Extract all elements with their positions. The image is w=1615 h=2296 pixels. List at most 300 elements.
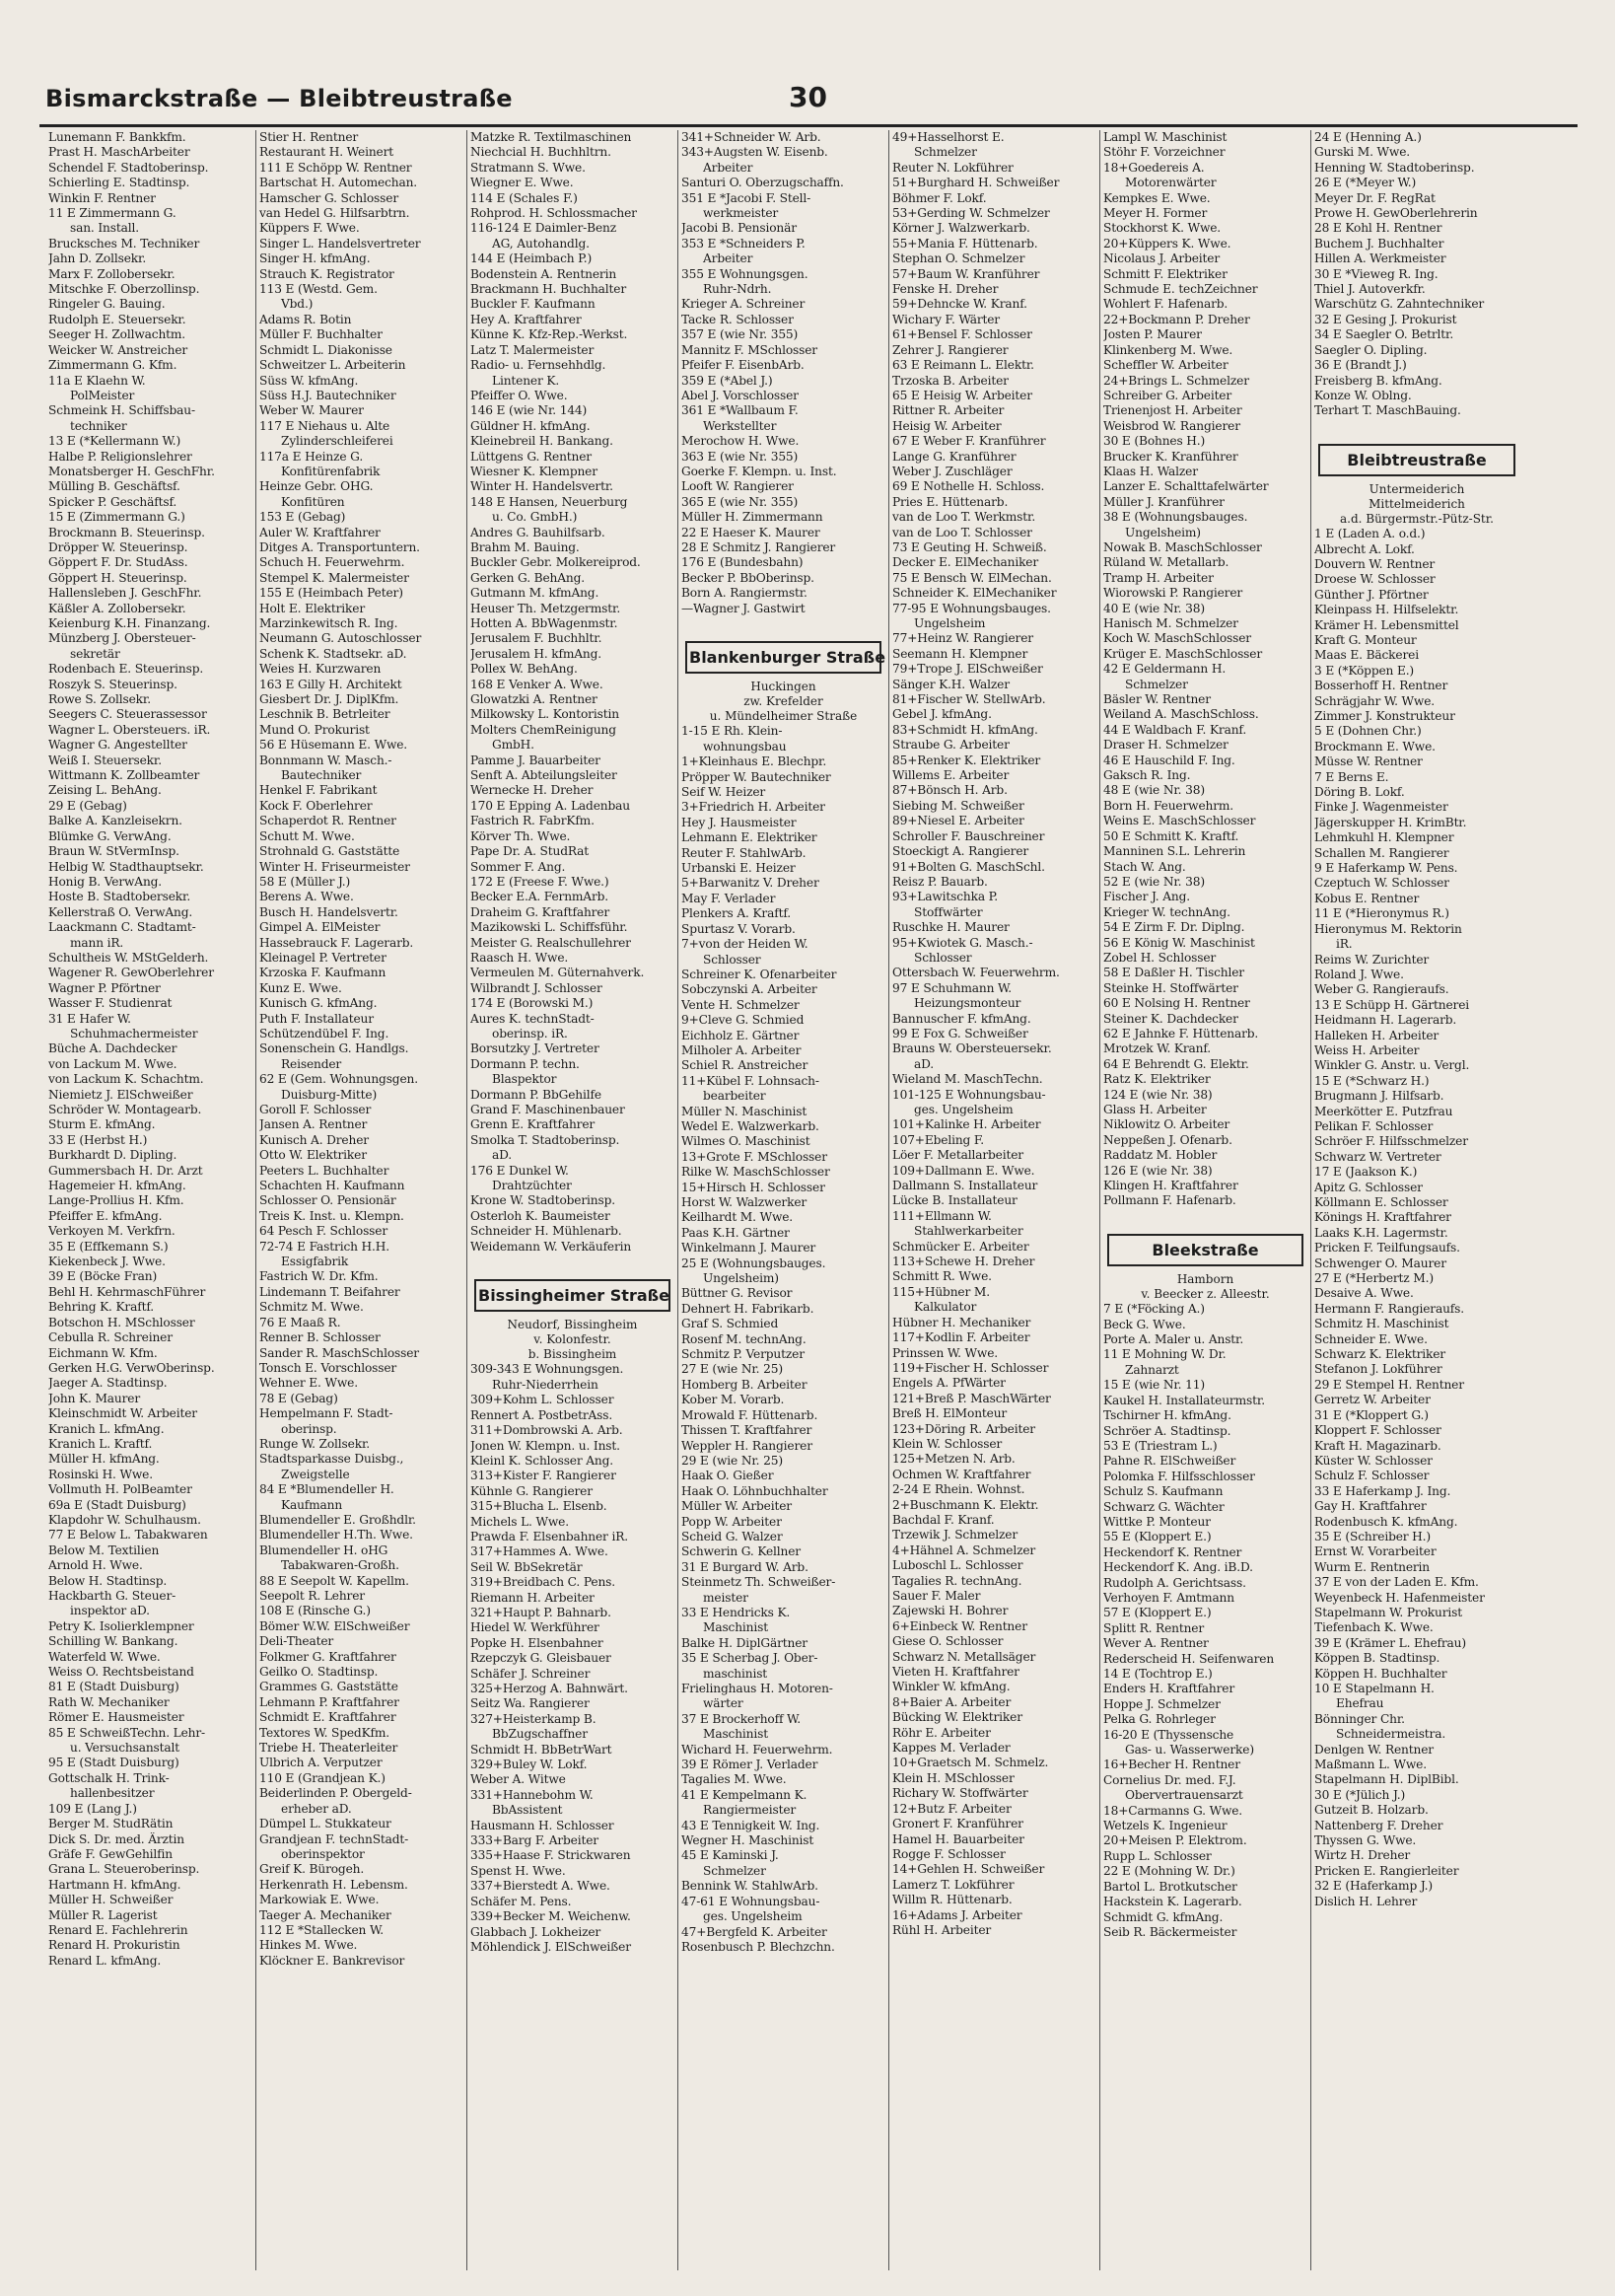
resident-entry: 15+Hirsch H. Schlosser: [681, 1180, 825, 1194]
resident-entry: Stapelmann H. DiplBibl.: [1314, 1772, 1459, 1787]
resident-entry: Scheid G. Walzer: [681, 1529, 783, 1543]
resident-entry: Glass H. Arbeiter: [1103, 1103, 1207, 1116]
resident-entry: Kraft H. Magazinarb.: [1314, 1438, 1441, 1453]
resident-entry: Weber J. Zuschläger: [892, 464, 1013, 478]
resident-entry: Kober M. Vorarb.: [681, 1393, 785, 1407]
entry-continuation: Heizungsmonteur: [914, 996, 1021, 1011]
resident-entry: 84 E *Blumendeller H.: [259, 1482, 394, 1497]
resident-entry: Kappes M. Verlader: [892, 1741, 1011, 1756]
resident-entry: Tagalies R. technAng.: [892, 1573, 1022, 1588]
resident-entry: Burkhardt D. Dipling.: [48, 1148, 177, 1163]
entry-continuation: Gas- u. Wasserwerke): [1125, 1743, 1254, 1758]
resident-entry: Schwarz N. Metallsäger: [892, 1649, 1036, 1664]
resident-entry: Stempel K. Malermeister: [259, 570, 409, 585]
resident-entry: Kaukel H. Installateurmstr.: [1103, 1393, 1265, 1407]
resident-entry: Schreiner K. Ofenarbeiter: [681, 967, 837, 981]
resident-entry: Schwarz K. Elektriker: [1314, 1347, 1445, 1362]
resident-entry: 55 E (Kloppert E.): [1103, 1530, 1212, 1544]
resident-entry: 317+Hammes A. Wwe.: [470, 1544, 608, 1559]
resident-entry: Lanzer E. Schalttafelwärter: [1103, 479, 1269, 494]
resident-entry: Taeger A. Mechaniker: [259, 1907, 391, 1922]
resident-entry: Sturm E. kfmAng.: [48, 1117, 156, 1132]
resident-entry: Schiel R. Anstreicher: [681, 1058, 808, 1073]
street-subheading: u. Mündelheimer Straße: [709, 709, 858, 724]
resident-entry: Folkmer G. Kraftfahrer: [259, 1649, 396, 1664]
resident-entry: Below H. Stadtinsp.: [48, 1573, 168, 1588]
resident-entry: 116-124 E Daimler-Benz: [470, 221, 616, 236]
resident-entry: Wiorowski P. Rangierer: [1103, 586, 1243, 601]
resident-entry: Latz T. Malermeister: [470, 342, 595, 357]
resident-entry: Schierling E. Stadtinsp.: [48, 176, 190, 190]
resident-entry: Verkoyen M. Verkfrn.: [48, 1224, 176, 1239]
resident-entry: Pamme J. Bauarbeiter: [470, 753, 600, 767]
resident-entry: Draser H. Schmelzer: [1103, 738, 1229, 753]
resident-entry: 13+Grote F. MSchlosser: [681, 1149, 827, 1164]
resident-entry: Schneider K. ElMechaniker: [892, 586, 1057, 601]
resident-entry: Rogge F. Schlosser: [892, 1846, 1006, 1861]
entry-continuation: Konfitürenfabrik: [281, 464, 381, 478]
resident-entry: Stöhr F. Vorzeichner: [1103, 145, 1226, 160]
resident-entry: Dehnert H. Fabrikarb.: [681, 1301, 814, 1316]
resident-entry: Nattenberg F. Dreher: [1314, 1818, 1443, 1832]
directory-column: [467, 130, 678, 2270]
resident-entry: 99 E Fox G. Schweißer: [892, 1026, 1028, 1040]
resident-entry: Gurski M. Wwe.: [1314, 145, 1410, 160]
resident-entry: Krzoska F. Kaufmann: [259, 966, 386, 980]
resident-entry: 16+Becher H. Rentner: [1103, 1758, 1240, 1772]
resident-entry: Schwarz W. Vertreter: [1314, 1149, 1441, 1164]
street-subheading: Untermeiderich: [1369, 482, 1465, 497]
entry-continuation: oberinsp.: [281, 1421, 337, 1436]
resident-entry: von Lackum M. Wwe.: [48, 1056, 177, 1071]
resident-entry: Heckendorf K. Rentner: [1103, 1544, 1242, 1559]
resident-entry: Heuser Th. Metzgermstr.: [470, 601, 621, 615]
resident-entry: Schenk K. Stadtsekr. aD.: [259, 646, 407, 661]
resident-entry: Schachten H. Kaufmann: [259, 1179, 405, 1193]
entry-continuation: Ehefrau: [1336, 1696, 1384, 1711]
resident-entry: Pelka G. Rohrleger: [1103, 1712, 1216, 1727]
resident-entry: 121+Breß P. MaschWärter: [892, 1391, 1051, 1405]
entry-continuation: wohnungsbau: [703, 739, 787, 753]
entry-continuation: Ruhr-Ndrh.: [703, 282, 772, 297]
entry-continuation: meister: [703, 1590, 748, 1605]
resident-entry: Buckler F. Kaufmann: [470, 297, 596, 312]
resident-entry: 37 E Brockerhoff W.: [681, 1711, 802, 1726]
street-heading: Blankenburger Straße: [685, 641, 881, 674]
resident-entry: Bonnmann W. Masch.-: [259, 753, 392, 767]
resident-entry: Terhart T. MaschBauing.: [1314, 403, 1461, 418]
resident-entry: Schmitz M. Wwe.: [259, 1300, 364, 1315]
resident-entry: Dümpel L. Stukkateur: [259, 1817, 391, 1831]
resident-entry: Müller F. Buchhalter: [259, 327, 383, 342]
resident-entry: Pelikan F. Schlosser: [1314, 1118, 1434, 1133]
resident-entry: Rudolph A. Gerichtsass.: [1103, 1575, 1246, 1590]
resident-entry: Jansen A. Rentner: [259, 1117, 368, 1132]
resident-entry: Weppler H. Rangierer: [681, 1438, 812, 1453]
resident-entry: 153 E (Gebag): [259, 510, 346, 525]
resident-entry: Albrecht A. Lokf.: [1314, 541, 1415, 556]
resident-entry: Scheffler W. Arbeiter: [1103, 358, 1229, 373]
resident-entry: Rowe S. Zollsekr.: [48, 692, 151, 707]
resident-entry: Zimmer J. Konstrukteur: [1314, 709, 1455, 723]
resident-entry: 46 E Hauschild F. Ing.: [1103, 753, 1235, 767]
resident-entry: Lehmann E. Elektriker: [681, 830, 817, 845]
resident-entry: Splitt R. Rentner: [1103, 1620, 1205, 1635]
resident-entry: Winkler G. Anstr. u. Vergl.: [1314, 1058, 1470, 1073]
resident-entry: Rühl H. Arbeiter: [892, 1922, 992, 1937]
resident-entry: Schmeink H. Schiffsbau-: [48, 403, 195, 418]
resident-entry: Plenkers A. Kraftf.: [681, 906, 791, 921]
resident-entry: Müller H. kfmAng.: [48, 1452, 160, 1467]
resident-entry: 76 E Maaß R.: [259, 1315, 341, 1329]
resident-entry: Münzberg J. Obersteuer-: [48, 631, 196, 646]
resident-entry: 351 E *Jacobi F. Stell-: [681, 190, 811, 205]
resident-entry: Schulz F. Schlosser: [1314, 1469, 1430, 1483]
resident-entry: Reisz P. Bauarb.: [892, 874, 988, 889]
resident-entry: 40 E (wie Nr. 38): [1103, 601, 1205, 615]
resident-entry: Brockmann E. Wwe.: [1314, 739, 1436, 753]
resident-entry: Glabbach J. Lokheizer: [470, 1924, 601, 1939]
resident-entry: Borsutzky J. Vertreter: [470, 1041, 599, 1056]
resident-entry: 38 E (Wohnungsbauges.: [1103, 510, 1248, 525]
resident-entry: Bönninger Chr.: [1314, 1711, 1405, 1726]
resident-entry: Born A. Rangiermstr.: [681, 586, 808, 601]
resident-entry: Pollex W. BehAng.: [470, 662, 578, 677]
entry-continuation: Motorenwärter: [1125, 176, 1217, 190]
resident-entry: Greif K. Bürogeh.: [259, 1862, 365, 1877]
resident-entry: Milkowsky L. Kontoristin: [470, 707, 619, 722]
resident-entry: Deli-Theater: [259, 1634, 334, 1649]
resident-entry: Behl H. KehrmaschFührer: [48, 1284, 206, 1299]
entry-continuation: Arbeiter: [703, 160, 753, 175]
resident-entry: Jerusalem F. Buchhltr.: [470, 631, 602, 646]
resident-entry: Riemann H. Arbeiter: [470, 1590, 595, 1605]
resident-entry: 155 E (Heimbach Peter): [259, 586, 403, 601]
resident-entry: Vieten H. Kraftfahrer: [892, 1665, 1019, 1680]
resident-entry: Kunisch A. Dreher: [259, 1132, 369, 1147]
resident-entry: Klinkenberg M. Wwe.: [1103, 342, 1233, 357]
resident-entry: Wever A. Rentner: [1103, 1636, 1209, 1651]
resident-entry: Horst W. Walzwerker: [681, 1195, 808, 1209]
resident-entry: Enders H. Kraftfahrer: [1103, 1682, 1235, 1696]
resident-entry: Luboschl L. Schlosser: [892, 1558, 1023, 1573]
resident-entry: 87+Bönsch H. Arb.: [892, 783, 1008, 798]
resident-entry: 126 E (wie Nr. 38): [1103, 1163, 1213, 1178]
resident-entry: Brackmann H. Buchhalter: [470, 282, 627, 297]
resident-entry: 1 E (Laden A. o.d.): [1314, 527, 1426, 541]
resident-entry: Hartmann H. kfmAng.: [48, 1877, 181, 1892]
resident-entry: Puth F. Installateur: [259, 1011, 374, 1026]
resident-entry: Gay H. Kraftfahrer: [1314, 1499, 1427, 1514]
resident-entry: Kleinpass H. Hilfselektr.: [1314, 603, 1459, 617]
resident-entry: Auler W. Kraftfahrer: [259, 525, 381, 539]
resident-entry: Weicker W. Anstreicher: [48, 342, 188, 357]
resident-entry: 39 E (Böcke Fran): [48, 1269, 158, 1284]
resident-entry: Apitz G. Schlosser: [1314, 1180, 1423, 1194]
resident-entry: 33 E (Herbst H.): [48, 1132, 148, 1147]
resident-entry: 59+Dehncke W. Kranf.: [892, 297, 1027, 312]
entry-continuation: BbAssistent: [492, 1803, 563, 1818]
resident-entry: Pfeifer F. EisenbArb.: [681, 358, 805, 373]
resident-entry: 37 E von der Laden E. Kfm.: [1314, 1575, 1479, 1590]
resident-entry: Paas K.H. Gärtner: [681, 1225, 790, 1240]
resident-entry: Döring B. Lokf.: [1314, 785, 1405, 800]
resident-entry: Treis K. Inst. u. Klempn.: [259, 1208, 404, 1223]
resident-entry: Wichary F. Wärter: [892, 312, 1000, 326]
resident-entry: 45 E Kaminski J.: [681, 1848, 779, 1863]
entry-continuation: Duisburg-Mitte): [281, 1087, 378, 1102]
entry-continuation: sekretär: [70, 646, 120, 661]
resident-entry: 117 E Niehaus u. Alte: [259, 418, 390, 433]
resident-entry: Steinmetz Th. Schweißer-: [681, 1575, 836, 1590]
resident-entry: Klapdohr W. Schulhausm.: [48, 1512, 201, 1527]
resident-entry: 107+Ebeling F.: [892, 1132, 985, 1147]
resident-entry: Jonen W. Klempn. u. Inst.: [470, 1438, 620, 1453]
resident-entry: 85+Renker K. Elektriker: [892, 753, 1041, 767]
resident-entry: Wegner H. Maschinist: [681, 1833, 814, 1848]
resident-entry: Konze W. Oblng.: [1314, 388, 1412, 402]
resident-entry: Trzewik J. Schmelzer: [892, 1528, 1018, 1543]
resident-entry: Weidemann W. Verkäuferin: [470, 1239, 632, 1254]
resident-entry: Bücking W. Elektriker: [892, 1710, 1022, 1725]
resident-entry: Breß H. ElMonteur: [892, 1406, 1008, 1421]
resident-entry: 89+Niesel E. Arbeiter: [892, 814, 1024, 828]
resident-entry: 56 E König W. Maschinist: [1103, 935, 1255, 950]
entry-continuation: mann iR.: [70, 935, 124, 950]
resident-entry: 62 E (Gem. Wohnungsgen.: [259, 1072, 418, 1087]
resident-entry: Czeptuch W. Schlosser: [1314, 876, 1449, 891]
resident-entry: 91+Bolten G. MaschSchl.: [892, 859, 1045, 874]
resident-entry: Lamerz T. Lokführer: [892, 1877, 1015, 1892]
spacer: [470, 1255, 674, 1269]
resident-entry: Rosinski H. Wwe.: [48, 1467, 153, 1481]
resident-entry: Nowak B. MaschSchlosser: [1103, 539, 1262, 554]
resident-entry: Dormann P. BbGehilfe: [470, 1087, 601, 1102]
resident-entry: Müller W. Arbeiter: [681, 1499, 792, 1514]
resident-entry: Trzoska B. Arbeiter: [892, 373, 1009, 388]
resident-entry: Born H. Feuerwehrm.: [1103, 798, 1234, 813]
resident-entry: Trienenjost H. Arbeiter: [1103, 403, 1242, 418]
resident-entry: 146 E (wie Nr. 144): [470, 403, 588, 418]
resident-entry: Schwerin G. Kellner: [681, 1544, 801, 1559]
resident-entry: Stach W. Ang.: [1103, 859, 1186, 874]
resident-entry: Zeising L. BehAng.: [48, 783, 162, 798]
spacer: [1314, 419, 1519, 434]
resident-entry: Schäfer J. Schreiner: [470, 1666, 591, 1681]
entry-continuation: Tabakwaren-Großh.: [281, 1558, 399, 1573]
resident-entry: Rederscheid H. Seifenwaren: [1103, 1651, 1275, 1666]
resident-entry: Prawda F. Elsenbahner iR.: [470, 1529, 628, 1543]
resident-entry: 61+Bensel F. Schlosser: [892, 327, 1032, 342]
resident-entry: Pröpper W. Bautechniker: [681, 769, 831, 784]
resident-entry: Vermeulen M. Güternahverk.: [470, 966, 645, 980]
street-subheading: Mittelmeiderich: [1369, 497, 1465, 512]
entry-continuation: Reisender: [281, 1056, 342, 1071]
resident-entry: Homberg B. Arbeiter: [681, 1377, 808, 1392]
resident-entry: Henning W. Stadtoberinsp.: [1314, 160, 1475, 175]
resident-entry: 20+Meisen P. Elektrom.: [1103, 1833, 1247, 1848]
resident-entry: 109 E (Lang J.): [48, 1801, 137, 1816]
resident-entry: Zimmermann G. Kfm.: [48, 358, 177, 373]
resident-entry: Weyenbeck H. Hafenmeister: [1314, 1590, 1485, 1605]
resident-entry: 26 E (*Meyer W.): [1314, 176, 1417, 190]
resident-entry: Schröer A. Stadtinsp.: [1103, 1423, 1231, 1438]
directory-column: [1311, 130, 1522, 2270]
resident-entry: Geilko O. Stadtinsp.: [259, 1665, 379, 1680]
resident-entry: 81+Fischer W. StellwArb.: [892, 692, 1046, 707]
entry-continuation: Kaufmann: [281, 1497, 343, 1512]
resident-entry: Leschnik B. Betrleiter: [259, 707, 390, 722]
resident-entry: Rilke W. MaschSchlosser: [681, 1165, 830, 1180]
resident-entry: 8+Baier A. Arbeiter: [892, 1694, 1012, 1709]
resident-entry: 27 E (wie Nr. 25): [681, 1362, 783, 1377]
resident-entry: Renner B. Schlosser: [259, 1330, 381, 1345]
resident-entry: Fenske H. Dreher: [892, 282, 999, 297]
directory-column: [45, 130, 256, 2270]
resident-entry: Hamel H. Bauarbeiter: [892, 1831, 1024, 1846]
resident-entry: Niemietz J. ElSchweißer: [48, 1087, 193, 1102]
resident-entry: Graf S. Schmied: [681, 1317, 779, 1331]
entry-continuation: Schmelzer: [1125, 677, 1188, 691]
resident-entry: Mülling B. Geschäftsf.: [48, 479, 180, 494]
resident-entry: Hotten A. BbWagenmstr.: [470, 616, 618, 630]
entry-continuation: u. Versuchsanstalt: [70, 1741, 179, 1756]
resident-entry: Hackbarth G. Steuer-: [48, 1589, 176, 1603]
resident-entry: 30 E (*Jülich J.): [1314, 1787, 1406, 1802]
resident-entry: Bömer W.W. ElSchweißer: [259, 1618, 410, 1633]
resident-entry: 353 E *Schneiders P.: [681, 236, 806, 251]
resident-entry: Bachdal F. Kranf.: [892, 1512, 995, 1527]
resident-entry: Prowe H. GewOberlehrerin: [1314, 206, 1478, 221]
resident-entry: Andres G. Bauhilfsarb.: [470, 525, 605, 539]
resident-entry: Honig B. VerwAng.: [48, 874, 163, 889]
resident-entry: 365 E (wie Nr. 355): [681, 494, 799, 509]
resident-entry: 7 E Berns E.: [1314, 769, 1389, 784]
resident-entry: Röhr E. Arbeiter: [892, 1725, 991, 1740]
resident-entry: Winter H. Friseurmeister: [259, 859, 410, 874]
resident-entry: Decker E. ElMechaniker: [892, 555, 1039, 570]
resident-entry: Köppen B. Stadtinsp.: [1314, 1651, 1440, 1666]
resident-entry: Busch H. Handelsvertr.: [259, 904, 398, 919]
resident-entry: 47-61 E Wohnungsbau-: [681, 1894, 820, 1908]
resident-entry: 22+Bockmann P. Dreher: [1103, 312, 1250, 326]
resident-entry: May F. Verlader: [681, 891, 776, 905]
entry-continuation: Schuhmachermeister: [70, 1026, 198, 1040]
resident-entry: Ernst W. Vorarbeiter: [1314, 1544, 1437, 1559]
resident-entry: Lange G. Kranführer: [892, 449, 1017, 464]
resident-entry: Klöckner E. Bankrevisor: [259, 1953, 405, 1968]
resident-entry: Gräfe F. GewGehilfin: [48, 1846, 173, 1861]
resident-entry: Reuter F. StahlwArb.: [681, 845, 807, 860]
resident-entry: Rodenbusch K. kfmAng.: [1314, 1514, 1458, 1529]
resident-entry: Heisig W. Arbeiter: [892, 418, 1002, 433]
resident-entry: Stratmann S. Wwe.: [470, 160, 586, 175]
resident-entry: 101+Kalinke H. Arbeiter: [892, 1117, 1041, 1132]
resident-entry: Schrägjahr W. Wwe.: [1314, 693, 1435, 708]
resident-entry: 114 E (Schales F.): [470, 190, 578, 205]
street-subheading: v. Kolonfestr.: [533, 1332, 611, 1347]
resident-entry: 50 E Schmitt K. Kraftf.: [1103, 828, 1239, 843]
resident-entry: Singer L. Handelsvertreter: [259, 236, 421, 251]
resident-entry: 64 Pesch F. Schlosser: [259, 1224, 388, 1239]
resident-entry: 58 E Daßler H. Tischler: [1103, 966, 1244, 980]
resident-entry: Schützendübel F. Ing.: [259, 1026, 389, 1040]
resident-entry: Steiner K. Dachdecker: [1103, 1011, 1238, 1026]
entry-continuation: Bautechniker: [281, 768, 362, 783]
resident-entry: 321+Haupt P. Bahnarb.: [470, 1605, 611, 1619]
resident-entry: 311+Dombrowski A. Arb.: [470, 1423, 623, 1438]
page-number: 30: [789, 81, 827, 113]
entry-continuation: oberinsp. iR.: [492, 1026, 568, 1040]
resident-entry: Müller H. Zimmermann: [681, 510, 823, 525]
directory-column: [889, 130, 1100, 2270]
resident-entry: Hey J. Hausmeister: [681, 815, 797, 829]
resident-entry: Gottschalk H. Trink-: [48, 1770, 170, 1785]
resident-entry: Balke H. DiplGärtner: [681, 1635, 808, 1650]
resident-entry: 12+Butz F. Arbeiter: [892, 1801, 1012, 1816]
resident-entry: Schmidt H. BbBetrWart: [470, 1742, 612, 1757]
resident-entry: Krüger E. MaschSchlosser: [1103, 646, 1263, 661]
resident-entry: Tramp H. Arbeiter: [1103, 570, 1214, 585]
resident-entry: Wehner E. Wwe.: [259, 1376, 358, 1391]
resident-entry: Polomka F. Hilfsschlosser: [1103, 1469, 1255, 1483]
resident-entry: 54 E Zirm F. Dr. Diplng.: [1103, 920, 1245, 935]
resident-entry: 35 E Scherbag J. Ober-: [681, 1651, 818, 1666]
resident-entry: Otto W. Elektriker: [259, 1148, 367, 1163]
resident-entry: Küppers F. Wwe.: [259, 221, 360, 236]
resident-entry: Eichmann W. Kfm.: [48, 1345, 158, 1360]
resident-entry: Hallensleben J. GeschFhr.: [48, 586, 202, 601]
entry-continuation: maschinist: [703, 1666, 768, 1681]
resident-entry: 56 E Hüsemann E. Wwe.: [259, 738, 408, 753]
resident-entry: Ulbrich A. Verputzer: [259, 1756, 383, 1770]
resident-entry: Wohlert F. Hafenarb.: [1103, 297, 1229, 312]
resident-entry: Cebulla R. Schreiner: [48, 1330, 173, 1345]
resident-entry: Hackstein K. Lagerarb.: [1103, 1895, 1242, 1909]
resident-entry: Künne K. Kfz-Rep.-Werkst.: [470, 327, 628, 342]
resident-entry: Niklowitz O. Arbeiter: [1103, 1117, 1230, 1132]
resident-entry: Milholer A. Arbeiter: [681, 1042, 802, 1057]
resident-entry: Kleinagel P. Vertreter: [259, 950, 386, 965]
resident-entry: Rittner R. Arbeiter: [892, 403, 1005, 418]
resident-entry: Beiderlinden P. Obergeld-: [259, 1786, 412, 1801]
resident-entry: Wernecke H. Dreher: [470, 783, 594, 798]
resident-entry: Marzinkewitsch R. Ing.: [259, 616, 398, 630]
resident-entry: Santuri O. Oberzugschaffn.: [681, 176, 844, 190]
resident-entry: 69a E (Stadt Duisburg): [48, 1497, 186, 1512]
resident-entry: Strohnald G. Gaststätte: [259, 844, 400, 859]
directory-column: [678, 130, 889, 2270]
resident-entry: Körver Th. Wwe.: [470, 828, 571, 843]
resident-entry: Weiss O. Rechtsbeistand: [48, 1665, 194, 1680]
resident-entry: van Hedel G. Hilfsarbtrn.: [259, 206, 410, 221]
resident-entry: Stadtsparkasse Duisbg.,: [259, 1452, 404, 1467]
resident-entry: Kempkes E. Wwe.: [1103, 190, 1211, 205]
resident-entry: 7+von der Heiden W.: [681, 937, 808, 952]
resident-entry: Jacobi B. Pensionär: [681, 221, 797, 236]
resident-entry: Heidmann H. Lagerarb.: [1314, 1013, 1457, 1028]
resident-entry: Güldner H. kfmAng.: [470, 418, 591, 433]
resident-entry: Becker E.A. FernmArb.: [470, 890, 608, 904]
resident-entry: Römer E. Hausmeister: [48, 1710, 184, 1725]
entry-continuation: Zylinderschleiferei: [281, 434, 393, 449]
resident-entry: Rodenbach E. Steuerinsp.: [48, 662, 204, 677]
street-subheading: Huckingen: [750, 680, 816, 694]
entry-continuation: inspektor aD.: [70, 1604, 150, 1618]
resident-entry: Seil W. BbSekretär: [470, 1559, 583, 1574]
resident-entry: Jahn D. Zollsekr.: [48, 251, 147, 266]
resident-entry: Stockhorst K. Wwe.: [1103, 221, 1222, 236]
